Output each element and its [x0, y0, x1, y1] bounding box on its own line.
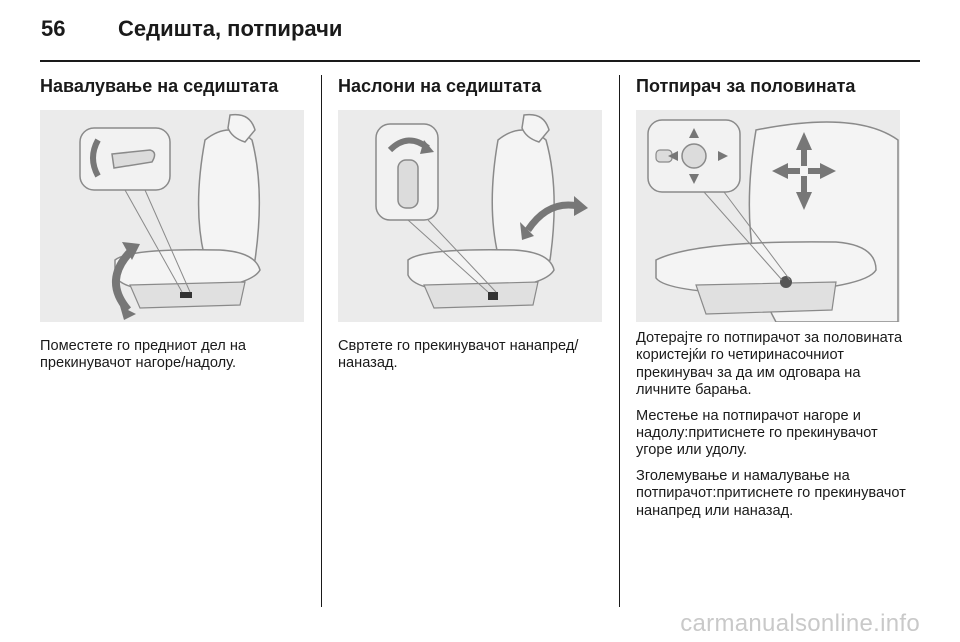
body-paragraph: Зголемување и намалување на потпирачот:притиснете го прекинувачот нанапред или наназад.	[636, 467, 906, 519]
header-rule	[40, 60, 920, 62]
section-heading: Навалување на седиштата	[40, 76, 279, 96]
column-divider	[321, 75, 322, 607]
section-heading: Наслони на седиштата	[338, 76, 542, 96]
page-number: 56	[41, 16, 66, 41]
lumbar-illustration	[636, 110, 900, 322]
body-paragraph: Свртете го прекинувачот нанапред/наназад.	[338, 338, 579, 372]
body-paragraph: Поместете го предниот дел на прекинувачот нагоре/надолу.	[40, 338, 247, 372]
column-seat-tilt	[40, 74, 304, 373]
watermark: carmanualsonline.info	[680, 610, 920, 637]
body-paragraph: Дотерајте го потпирачот за половината користејќи го четиринасочниот прекинувач за да им одговара на личните барања.	[636, 330, 903, 399]
backrest-illustration	[338, 110, 602, 322]
page-title: Седишта, потпирачи	[118, 16, 343, 41]
section-heading: Потпирач за половината	[636, 76, 856, 96]
seat-tilt-illustration	[40, 110, 304, 322]
body-paragraph: Местење на потпирачот нагоре и надолу:притиснете го прекинувачот угоре или удолу.	[636, 407, 878, 459]
column-divider	[619, 75, 620, 607]
column-lumbar	[636, 74, 906, 520]
column-backrest	[338, 74, 602, 373]
